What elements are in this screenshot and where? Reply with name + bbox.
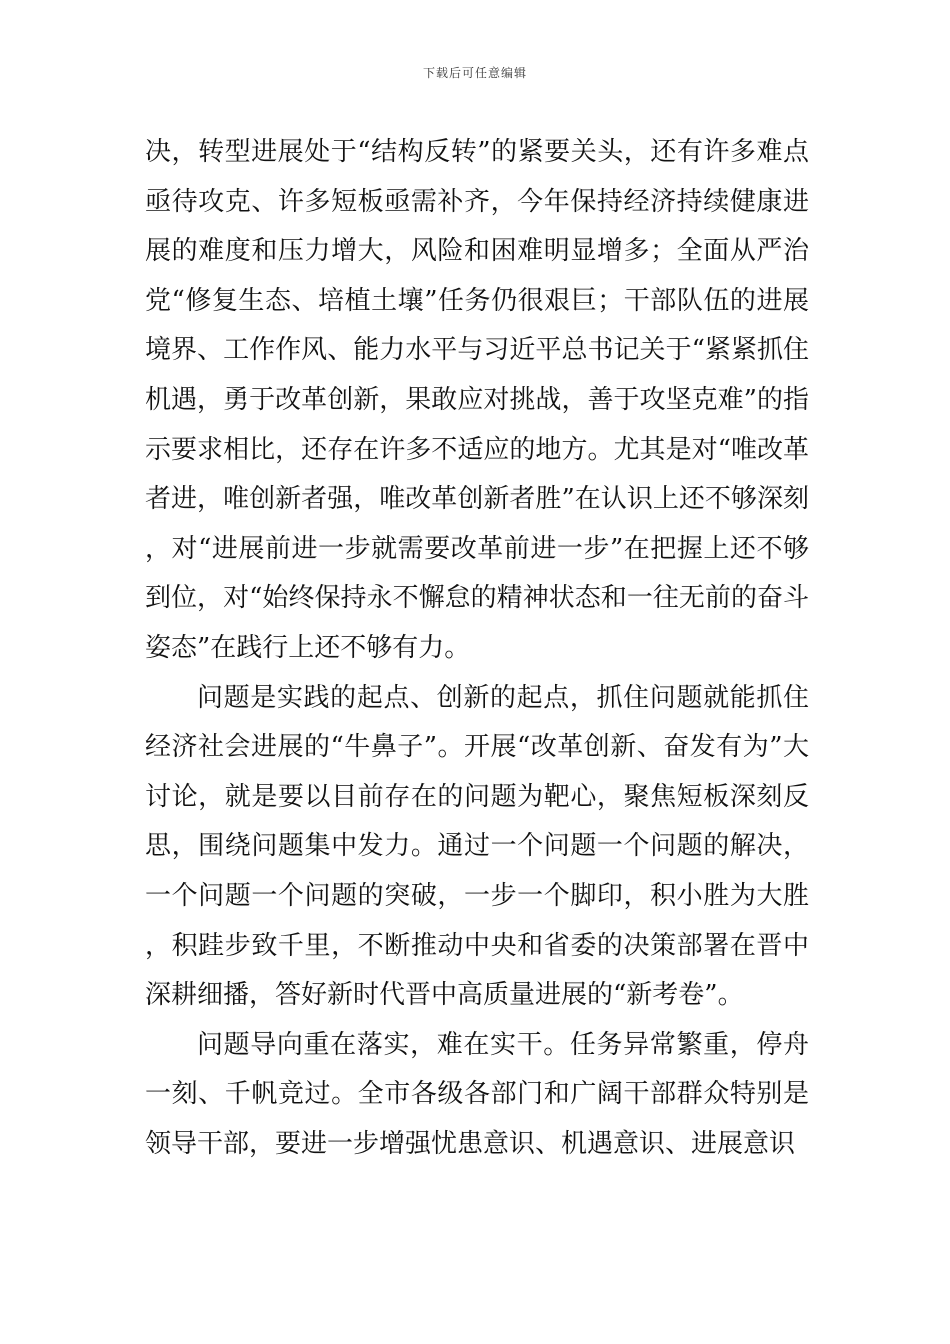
- paragraph-continuation: 决，转型进展处于“结构反转”的紧要关头，还有许多难点亟待攻克、许多短板亟需补齐，今年保持经济持续健康进展的难度和压力增大，风险和困难明显增多；全面从严治党“修复生态、培植土壤”任务仍很艰巨；干部队伍的进展境界、工作作风、能力水平与习近平总书记关于“紧紧抓住机遇，勇于改革创新，果敢应对挑战，善于攻坚克难”的指示要求相比，还存在许多不适应的地方。尤其是对“唯改革者进，唯创新者强，唯改革创新者胜”在认识上还不够深刻，对“进展前进一步就需要改革前进一步”在把握上还不够到位，对“始终保持永不懈怠的精神状态和一往无前的奋斗姿态”在践行上还不够有力。: [145, 137, 809, 663]
- paragraph: 问题是实践的起点、创新的起点，抓住问题就能抓住经济社会进展的“牛鼻子”。开展“改革创新、奋发有为”大讨论，就是要以目前存在的问题为靶心，聚焦短板深刻反思，围绕问题集中发力。通过一个问题一个问题的解决，一个问题一个问题的突破，一步一个脚印，积小胜为大胜，积跬步致千里，不断推动中央和省委的决策部署在晋中深耕细播，答好新时代晋中高质量进展的“新考卷”。: [145, 682, 809, 1011]
- document-body: [145, 128, 809, 1169]
- paragraph: 问题导向重在落实，难在实干。任务异常繁重，停舟一刻、千帆竞过。全市各级各部门和广阔干部群众特别是领导干部，要进一步增强忧患意识、机遇意识、进展意识: [145, 1029, 809, 1159]
- page-header: 下载后可任意编辑: [422, 66, 527, 80]
